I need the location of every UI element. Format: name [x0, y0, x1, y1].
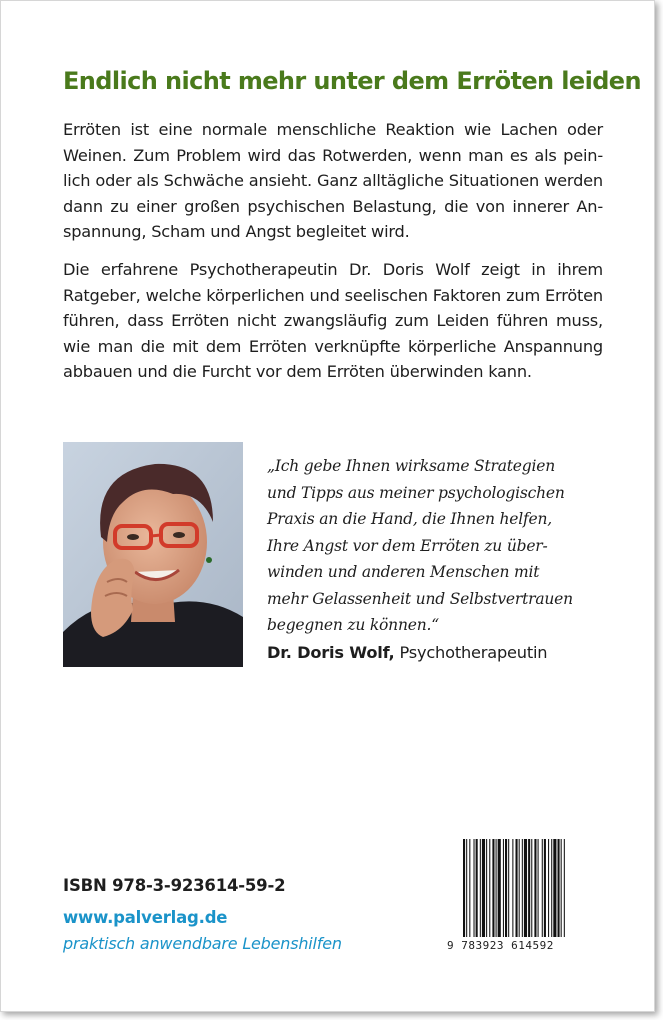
- paragraph-line: spannung, Scham und Angst begleitet wird.: [63, 222, 410, 241]
- paragraph-line: dann zu einer großen psychischen Belastung, die von innerer An-: [63, 196, 603, 216]
- author-credit: [267, 643, 547, 662]
- paragraph-line: lich oder als Schwäche ansieht. Ganz alltägliche Situationen werden: [63, 171, 603, 190]
- paragraph-line: Die erfahrene Psychotherapeutin Dr. Doris Wolf zeigt in ihrem: [63, 260, 603, 279]
- author-quote: [267, 453, 607, 639]
- paragraph-line: abbauen und die Furcht vor dem Erröten überwinden kann.: [63, 362, 532, 381]
- paragraph-line: Ratgeber, welche körperlichen und seelischen Faktoren zum Erröten: [63, 285, 603, 305]
- description-paragraph-2: [63, 257, 603, 385]
- quote-line: und Tipps aus meiner psychologischen: [267, 483, 565, 502]
- quote-line: Praxis an die Hand, die Ihnen helfen,: [267, 510, 552, 528]
- isbn-number: ISBN 978-3-923614-59-2: [63, 876, 286, 895]
- cover-headline: Endlich nicht mehr unter dem Erröten leiden: [63, 67, 641, 95]
- paragraph-line: Weinen. Zum Problem wird das Rotwerden, wenn man es als pein-: [63, 145, 603, 165]
- paragraph-line: wie man die mit dem Erröten verknüpfte körperliche Anspannung: [63, 336, 603, 356]
- author-name: Dr. Doris Wolf,: [267, 643, 395, 662]
- barcode-digits: 9 783923 614592: [447, 939, 554, 952]
- quote-line: „Ich gebe Ihnen wirksame Strategien: [267, 457, 555, 475]
- quote-line: Ihre Angst vor dem Erröten zu über-: [267, 536, 548, 555]
- publisher-website-link[interactable]: www.palverlag.de: [63, 908, 228, 927]
- author-photo: [63, 442, 243, 667]
- publisher-slogan: praktisch anwendbare Lebenshilfen: [63, 934, 342, 953]
- description-paragraph-1: [63, 117, 603, 245]
- quote-line: mehr Gelassenheit und Selbstvertrauen: [267, 589, 573, 608]
- paragraph-line: führen, dass Erröten nicht zwangsläufig zum Leiden führen muss,: [63, 311, 603, 330]
- quote-line: winden und anderen Menschen mit: [267, 563, 540, 581]
- author-role: Psychotherapeutin: [394, 643, 548, 662]
- paragraph-line: Erröten ist eine normale menschliche Reaktion wie Lachen oder: [63, 120, 603, 139]
- quote-line: begegnen zu können.“: [267, 616, 439, 634]
